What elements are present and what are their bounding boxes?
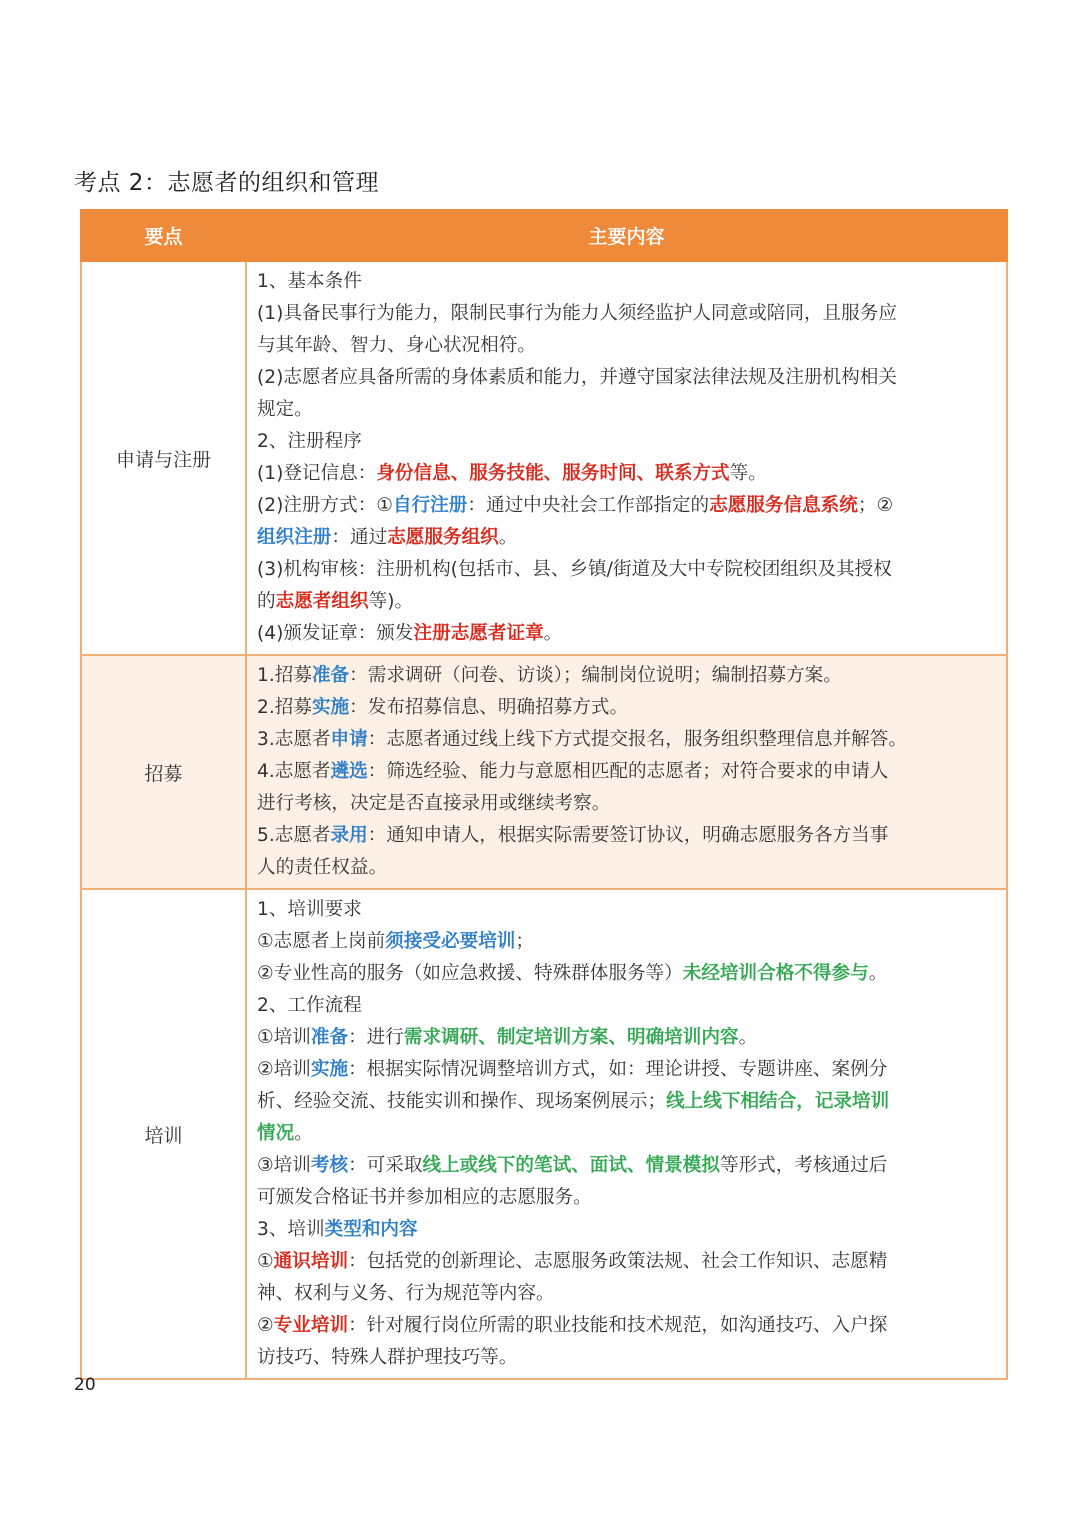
body-text: 。 bbox=[498, 527, 518, 548]
body-text: ：志愿者通过线上线下方式提交报名，服务组织整理信息并解答。 bbox=[367, 729, 907, 750]
content-line bbox=[257, 958, 996, 990]
body-text: ：需求调研（问卷、访谈）；编制岗位说明；编制招募方案。 bbox=[349, 665, 842, 686]
row-content bbox=[246, 889, 1007, 1379]
body-text: 等。 bbox=[729, 463, 767, 484]
content-line bbox=[257, 692, 996, 724]
body-text: ①培训 bbox=[257, 1027, 311, 1048]
content-line bbox=[257, 1246, 996, 1278]
highlight-text: 专业培训 bbox=[273, 1315, 349, 1336]
content-line bbox=[257, 756, 996, 788]
content-line bbox=[257, 1214, 996, 1246]
content-line bbox=[257, 1086, 996, 1118]
body-text: 访技巧、特殊人群护理技巧等。 bbox=[257, 1347, 518, 1368]
content-line bbox=[257, 1310, 996, 1342]
body-text: 1.招募 bbox=[257, 665, 312, 686]
table-header-row bbox=[81, 210, 1007, 261]
body-text: ； bbox=[515, 931, 535, 952]
highlight-text: 组织注册 bbox=[257, 527, 332, 548]
body-text: (1)具备民事行为能力，限制民事行为能力人须经监护人同意或陪同，且服务应 bbox=[257, 303, 897, 324]
body-text: (2)志愿者应具备所需的身体素质和能力，并遵守国家法律法规及注册机构相关 bbox=[257, 367, 897, 388]
body-text: 与其年龄、智力、身心状况相符。 bbox=[257, 335, 536, 356]
body-text: ②专业性高的服务（如应急救援、特殊群体服务等） bbox=[257, 963, 683, 984]
content-line bbox=[257, 1022, 996, 1054]
content-line bbox=[257, 788, 996, 820]
highlight-text: 志愿服务信息系统 bbox=[709, 495, 858, 516]
body-text: 人的责任权益。 bbox=[257, 857, 388, 878]
content-line bbox=[257, 1182, 996, 1214]
content-line bbox=[257, 660, 996, 692]
content-line bbox=[257, 266, 996, 298]
body-text: 。 bbox=[294, 1123, 313, 1144]
body-text: ① bbox=[257, 1251, 274, 1272]
body-text: ：可采取 bbox=[348, 1155, 423, 1176]
highlight-text: 实施 bbox=[311, 697, 350, 718]
highlight-text: 申请 bbox=[330, 729, 368, 750]
content-line bbox=[257, 724, 996, 756]
highlight-text: 遴选 bbox=[330, 761, 368, 782]
highlight-text: 准备 bbox=[311, 665, 350, 686]
body-text: (4)颁发证章：颁发 bbox=[257, 623, 414, 644]
content-line bbox=[257, 554, 996, 586]
body-text: 可颁发合格证书并参加相应的志愿服务。 bbox=[257, 1187, 592, 1208]
body-text: 4.志愿者 bbox=[257, 761, 331, 782]
highlight-text: 志愿服务组织 bbox=[387, 527, 499, 548]
body-text: ：通过中央社会工作部指定的 bbox=[467, 495, 710, 516]
row-content bbox=[246, 261, 1007, 655]
body-text: 析、经验交流、技能实训和操作、现场案例展示； bbox=[257, 1091, 667, 1112]
body-text: 神、权利与义务、行为规范等内容。 bbox=[257, 1283, 555, 1304]
page-number: 20 bbox=[74, 1375, 96, 1395]
row-content bbox=[246, 655, 1007, 889]
body-text: 3、培训 bbox=[257, 1219, 325, 1240]
body-text: ：针对履行岗位所需的职业技能和技术规范，如沟通技巧、入户探 bbox=[348, 1315, 888, 1336]
row-recruitment bbox=[81, 655, 1007, 889]
content-line bbox=[257, 586, 996, 618]
header-key-points: 要点 bbox=[81, 210, 246, 261]
content-line bbox=[257, 1278, 996, 1310]
highlight-text: 线上线下相结合，记录培训 bbox=[666, 1091, 890, 1112]
body-text: 5.志愿者 bbox=[257, 825, 331, 846]
row-key-label: 招募 bbox=[81, 655, 246, 889]
body-text: 。 bbox=[738, 1027, 758, 1048]
highlight-text: 类型和内容 bbox=[324, 1219, 418, 1240]
content-line bbox=[257, 426, 996, 458]
body-text: ：通知申请人，根据实际需要签订协议，明确志愿服务各方当事 bbox=[367, 825, 889, 846]
content-line bbox=[257, 522, 996, 554]
body-text: ② bbox=[257, 1315, 274, 1336]
body-text: 规定。 bbox=[257, 399, 313, 420]
body-text: (2)注册方式：① bbox=[257, 495, 393, 516]
content-line bbox=[257, 820, 996, 852]
content-line bbox=[257, 458, 996, 490]
body-text: ：根据实际情况调整培训方式，如：理论讲授、专题讲座、案例分 bbox=[348, 1059, 888, 1080]
body-text: 。 bbox=[868, 963, 888, 984]
body-text: (1)登记信息： bbox=[257, 463, 377, 484]
content-line bbox=[257, 362, 996, 394]
highlight-text: 准备 bbox=[310, 1027, 349, 1048]
section-title: 考点 2：志愿者的组织和管理 bbox=[74, 170, 379, 196]
body-text: ；② bbox=[857, 495, 894, 516]
body-text: (3)机构审核：注册机构(包括市、县、乡镇/街道及大中专院校团组织及其授权 bbox=[257, 559, 892, 580]
row-application-registration bbox=[81, 261, 1007, 655]
body-text: 2、注册程序 bbox=[257, 431, 362, 452]
content-line bbox=[257, 1150, 996, 1182]
key-points-table bbox=[80, 209, 1008, 1380]
content-line bbox=[257, 852, 996, 884]
highlight-text: 未经培训合格不得参与 bbox=[682, 963, 869, 984]
highlight-text: 通识培训 bbox=[273, 1251, 349, 1272]
highlight-text: 考核 bbox=[310, 1155, 349, 1176]
content-line bbox=[257, 618, 996, 650]
highlight-text: 身份信息、服务技能、服务时间、联系方式 bbox=[376, 463, 730, 484]
body-text: 等)。 bbox=[368, 591, 414, 612]
body-text: ②培训 bbox=[257, 1059, 311, 1080]
content-line bbox=[257, 1342, 996, 1374]
highlight-text: 自行注册 bbox=[392, 495, 468, 516]
content-line bbox=[257, 990, 996, 1022]
content-line bbox=[257, 1054, 996, 1086]
body-text: 的 bbox=[257, 591, 276, 612]
body-text: ③培训 bbox=[257, 1155, 311, 1176]
row-training bbox=[81, 889, 1007, 1379]
highlight-text: 线上或线下的笔试、面试、情景模拟 bbox=[422, 1155, 720, 1176]
row-key-label: 培训 bbox=[81, 889, 246, 1379]
highlight-text: 需求调研、制定培训方案、明确培训内容 bbox=[403, 1027, 739, 1048]
body-text: ：通过 bbox=[331, 527, 388, 548]
highlight-text: 志愿者组织 bbox=[275, 591, 369, 612]
content-line bbox=[257, 330, 996, 362]
content-line bbox=[257, 490, 996, 522]
body-text: ：发布招募信息、明确招募方式。 bbox=[349, 697, 629, 718]
body-text: 3.志愿者 bbox=[257, 729, 331, 750]
content-line bbox=[257, 394, 996, 426]
body-text: 等形式，考核通过后 bbox=[719, 1155, 888, 1176]
content-line bbox=[257, 894, 996, 926]
body-text: ：包括党的创新理论、志愿服务政策法规、社会工作知识、志愿精 bbox=[348, 1251, 888, 1272]
content-line bbox=[257, 298, 996, 330]
body-text: 进行考核，决定是否直接录用或继续考察。 bbox=[257, 793, 611, 814]
highlight-text: 情况 bbox=[257, 1123, 295, 1144]
content-line bbox=[257, 926, 996, 958]
content-line bbox=[257, 1118, 996, 1150]
body-text: 2.招募 bbox=[257, 697, 312, 718]
highlight-text: 注册志愿者证章 bbox=[413, 623, 544, 644]
body-text: 1、培训要求 bbox=[257, 899, 362, 920]
body-text: 1、基本条件 bbox=[257, 271, 362, 292]
highlight-text: 实施 bbox=[310, 1059, 349, 1080]
highlight-text: 须接受必要培训 bbox=[385, 931, 516, 952]
body-text: 2、工作流程 bbox=[257, 995, 362, 1016]
body-text: ：进行 bbox=[348, 1027, 404, 1048]
header-main-content: 主要内容 bbox=[246, 210, 1007, 261]
body-text: 。 bbox=[543, 623, 563, 644]
highlight-text: 录用 bbox=[330, 825, 368, 846]
row-key-label: 申请与注册 bbox=[81, 261, 246, 655]
body-text: ：筛选经验、能力与意愿相匹配的志愿者；对符合要求的申请人 bbox=[367, 761, 889, 782]
body-text: ①志愿者上岗前 bbox=[257, 931, 386, 952]
